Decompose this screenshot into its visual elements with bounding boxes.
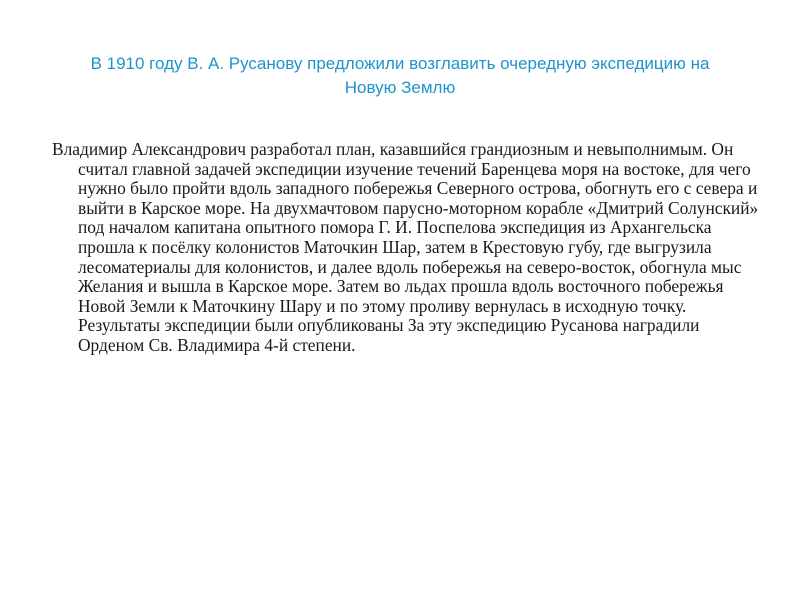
slide-body [52, 140, 762, 356]
slide-title: В 1910 году В. А. Русанову предложили возглавить очередную экспедицию на Новую Землю [90, 54, 710, 97]
body-paragraph: Владимир Александрович разработал план, казавшийся грандиозным и невыполнимым. Он считал главной задачей экспедиции изучение течений Баренцева моря на востоке, для чего нужно было пройти вдоль западного побережья Северного острова, обогнуть его с севера и выйти в Карское море. На двухмачтовом парусно-моторном корабле «Дмитрий Солунский» под началом капитана опытного помора Г. И. Поспелова экспедиция из Архангельска прошла к посёлку колонистов Маточкин Шар, затем в Крестовую губу, где выгрузила лесоматериалы для колонистов, и далее вдоль побережья на северо-восток, обогнула мыс Желания и вышла в Карское море. Затем во льдах прошла вдоль восточного побережья Новой Земли к Маточкину Шару и по этому проливу вернулась в исходную точку. Результаты экспедиции были опубликованы За эту экспедицию Русанова наградили Орденом Св. Владимира 4-й степени. [52, 139, 759, 355]
